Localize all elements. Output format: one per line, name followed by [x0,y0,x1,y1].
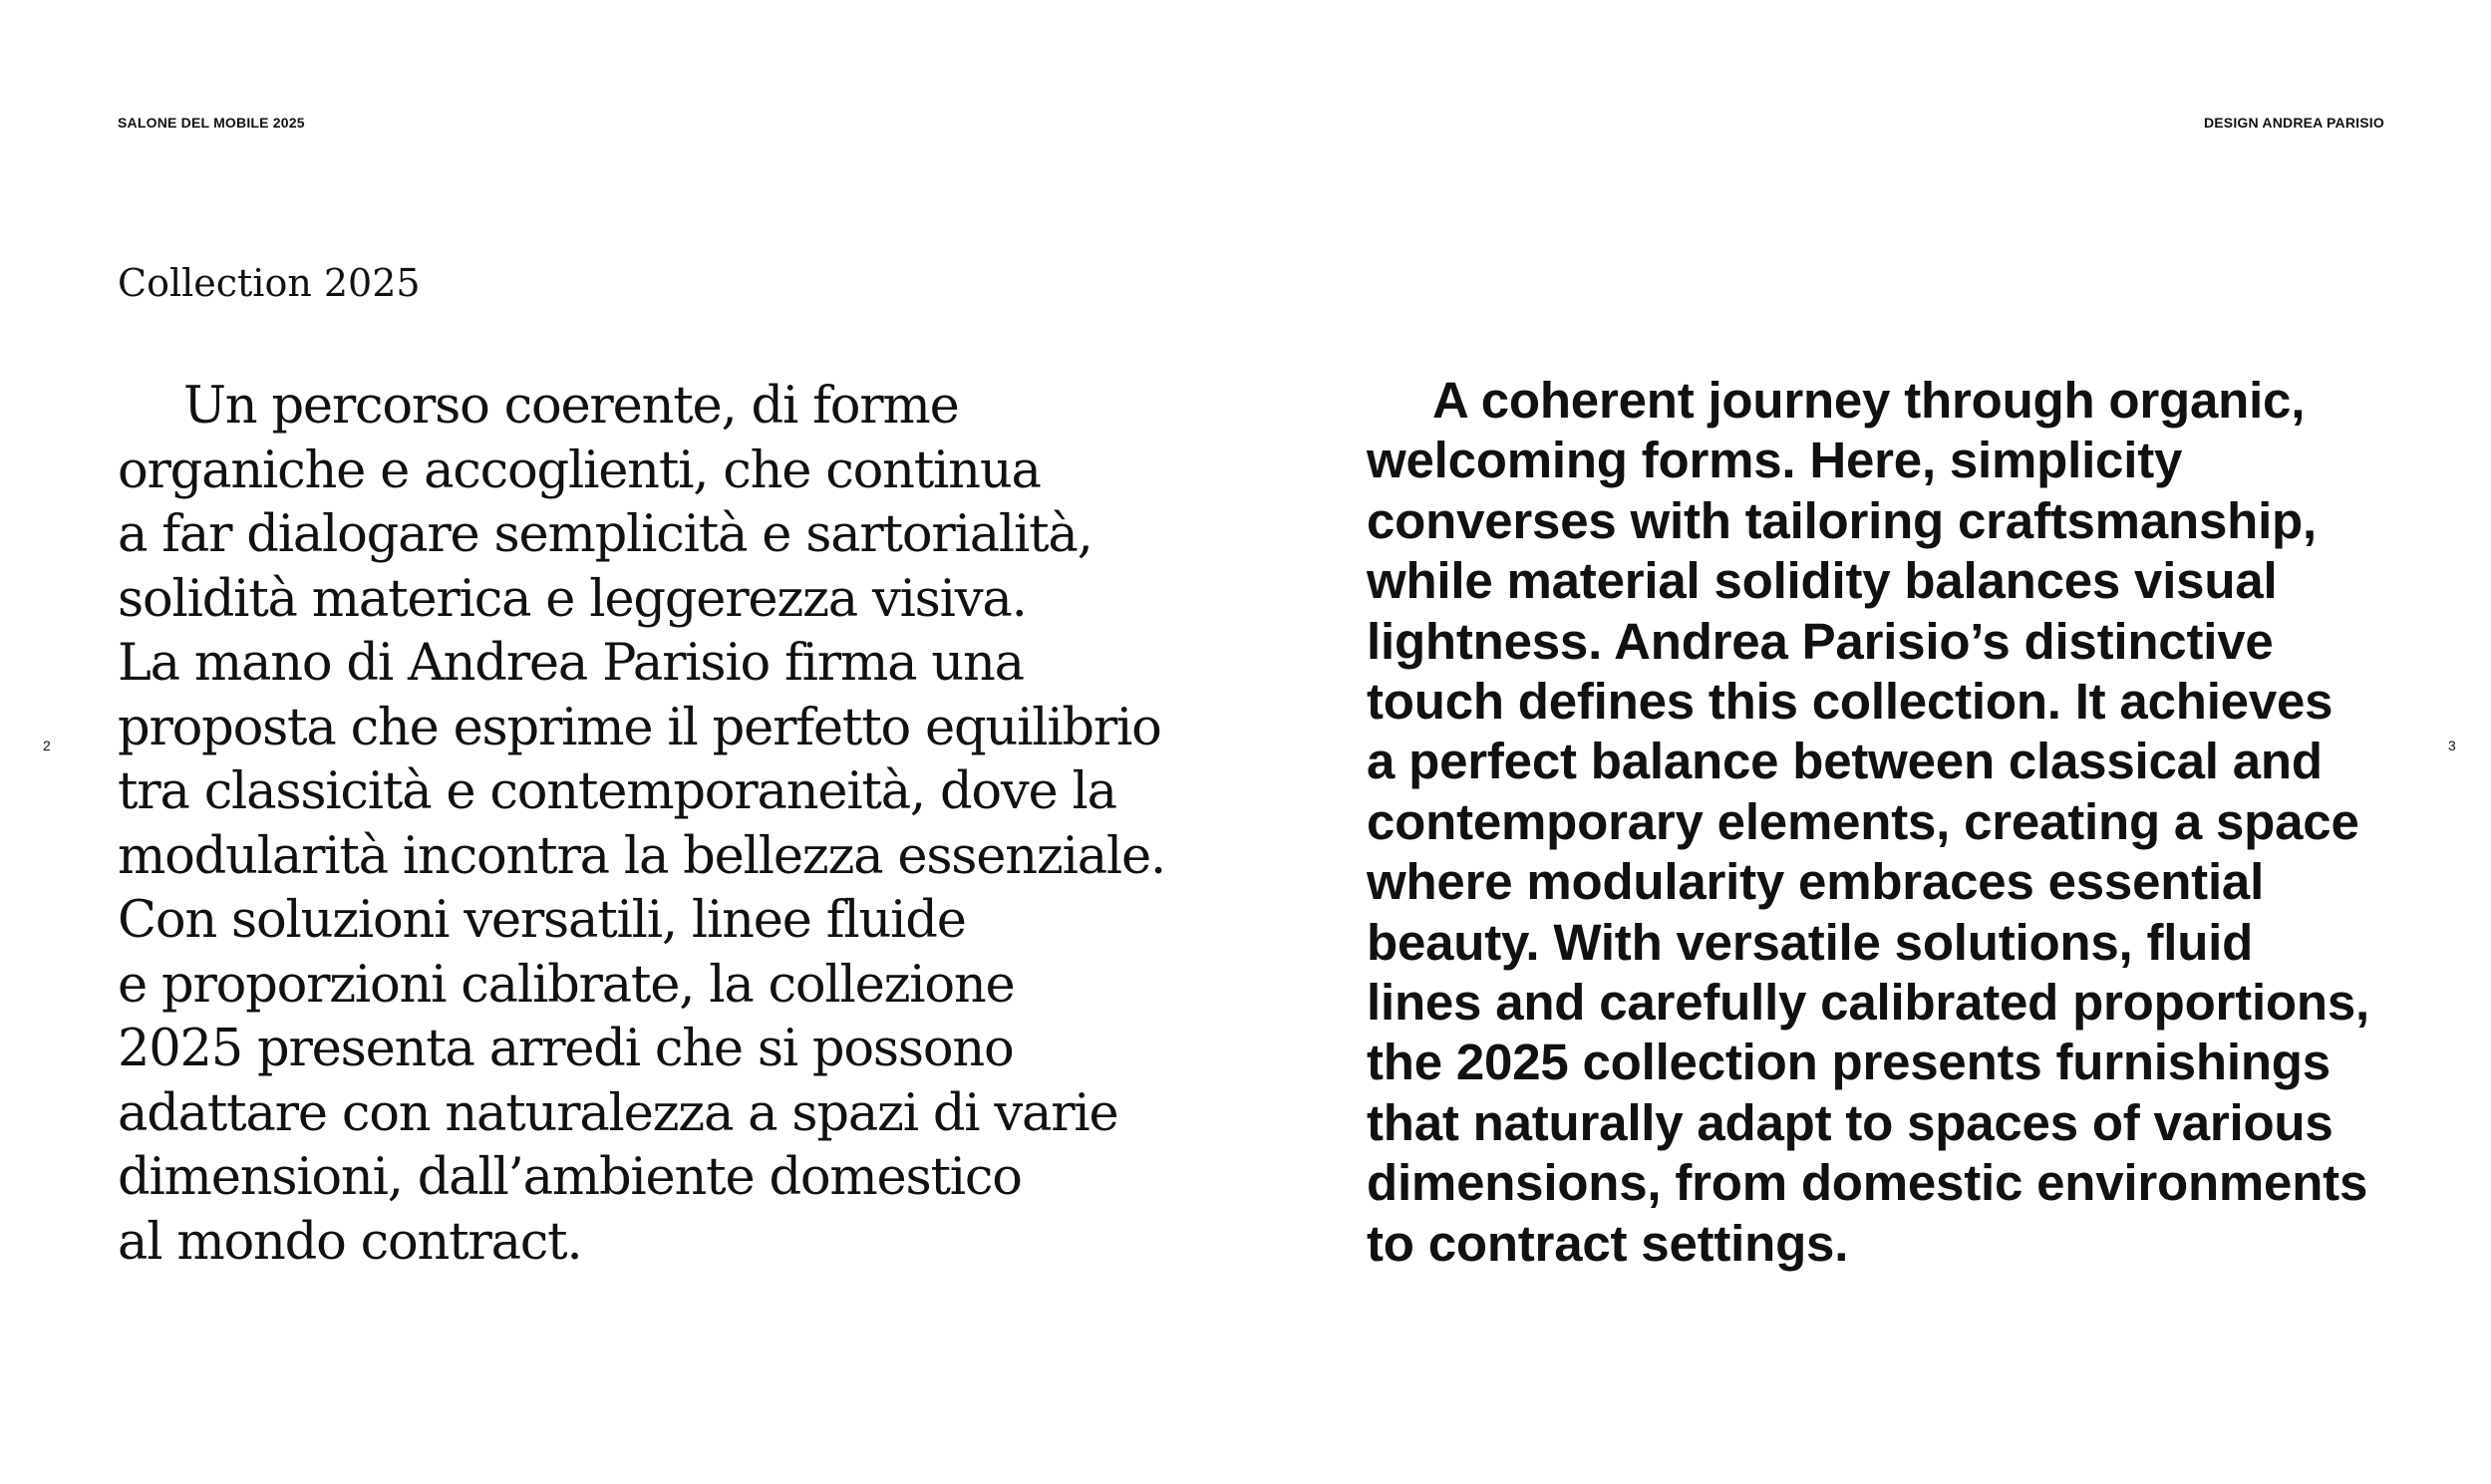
italian-line: dimensioni, dall’ambiente domestico [118,1148,1022,1207]
english-line: while material solidity balances visual [1367,552,2278,610]
english-line: where modularity embraces essential [1367,853,2265,911]
page-number-right: 3 [2448,738,2456,753]
italian-line: a far dialogare semplicità e sartorialità, [118,505,1092,564]
page-number-left: 2 [43,738,51,753]
english-line: welcoming forms. Here, simplicity [1367,432,2183,489]
english-line: beauty. With versatile solutions, fluid [1367,913,2254,971]
italian-description [118,375,1174,1275]
italian-line: al mondo contract. [118,1212,582,1272]
italian-line: proposta che esprime il perfetto equilibrio [118,698,1161,757]
english-line: to contract settings. [1367,1214,1849,1272]
english-line: touch defines this collection. It achieves [1367,673,2334,731]
english-description [1367,371,2403,1274]
italian-line: adattare con naturalezza a spazi di varie [118,1083,1118,1143]
italian-line: Con soluzioni versatili, linee fluide [118,891,966,950]
italian-line: La mano di Andrea Parisio firma una [118,634,1024,693]
collection-title: Collection 2025 [118,261,421,305]
italian-line: Un percorso coerente, di forme [183,377,959,436]
italian-line: solidità materica e leggerezza visiva. [118,569,1027,629]
english-line: the 2025 collection presents furnishings [1367,1034,2331,1091]
english-line: a perfect balance between classical and [1367,733,2323,790]
italian-line: 2025 presenta arredi che si possono [118,1020,1014,1078]
english-line: lightness. Andrea Parisio’s distinctive [1367,612,2274,670]
english-line: contemporary elements, creating a space [1367,792,2359,850]
english-line: converses with tailoring craftsmanship, [1367,491,2317,549]
italian-line: tra classicità e contemporaneità, dove la [118,762,1116,821]
english-line: dimensions, from domestic environments [1367,1154,2368,1212]
english-line: A coherent journey through organic, [1432,372,2306,429]
header-designer-credit: DESIGN ANDREA PARISIO [2203,115,2384,131]
english-line: that naturally adapt to spaces of various [1367,1093,2334,1151]
english-line: lines and carefully calibrated proportions, [1367,974,2369,1032]
italian-line: modularità incontra la bellezza essenziale. [118,826,1166,886]
header-event-title: SALONE DEL MOBILE 2025 [118,115,305,131]
italian-line: organiche e accoglienti, che continua [118,441,1041,500]
italian-line: e proporzioni calibrate, la collezione [118,955,1015,1015]
